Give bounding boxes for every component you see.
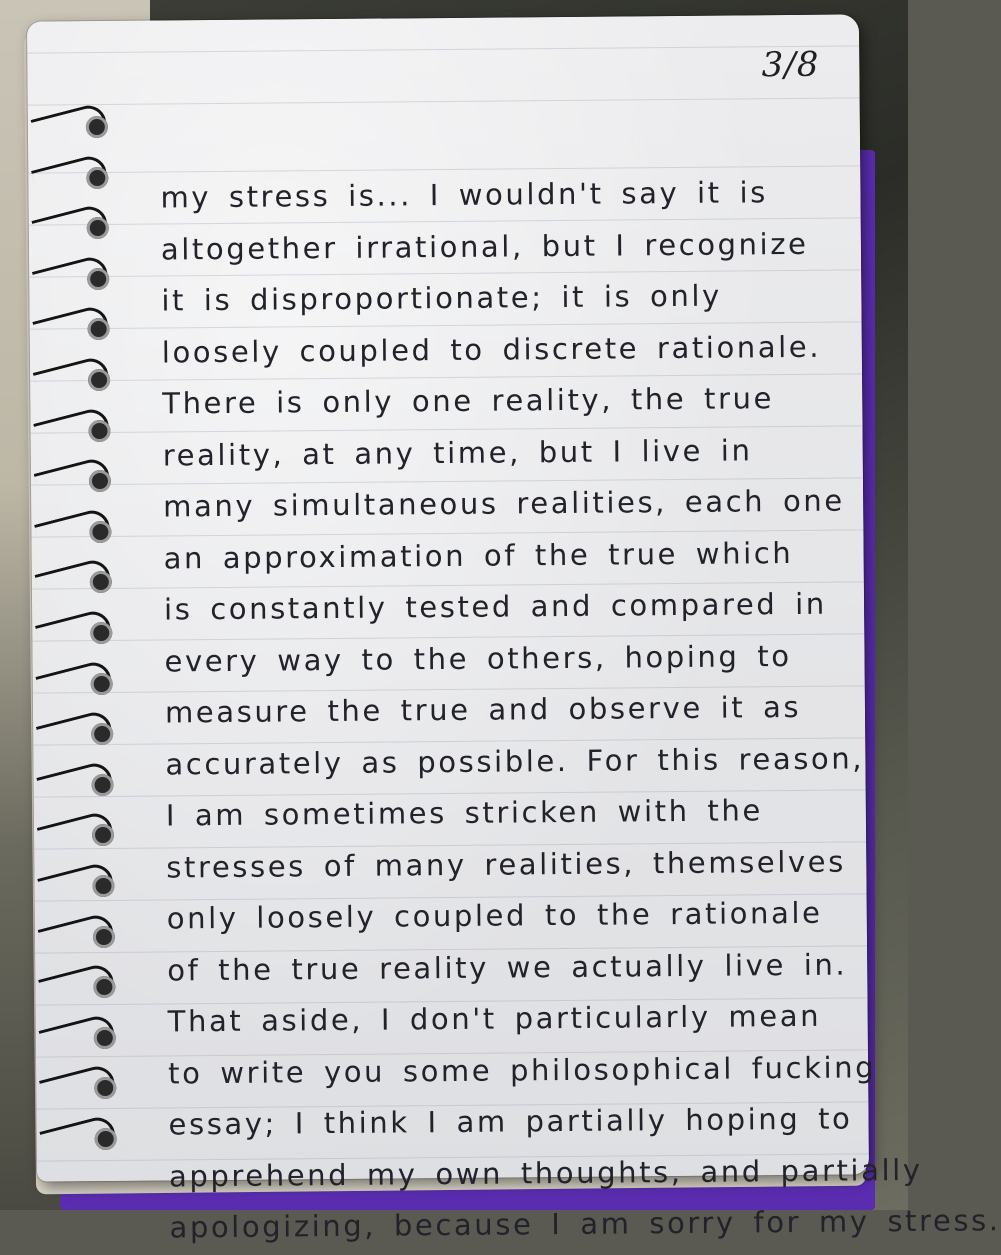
note-line: measure the true and observe it as	[164, 689, 802, 730]
note-line: many simultaneous realities, each one	[163, 483, 845, 524]
binding-hole	[86, 167, 108, 189]
binding-hole	[90, 571, 112, 593]
binding-hole	[87, 268, 109, 290]
note-line: stresses of many realities, themselves	[166, 844, 847, 884]
note-line: of the true reality we actually live in.	[167, 947, 848, 987]
binding-hole	[91, 673, 113, 695]
note-line: altogether irrational, but I recognize	[160, 226, 809, 266]
note-line: loosely coupled to discrete rationale.	[161, 329, 822, 369]
note-line: my stress is... I wouldn't say it is	[160, 175, 769, 215]
note-line: only loosely coupled to the rationale	[166, 895, 823, 936]
note-line: reality, at any time, but I live in	[162, 432, 753, 472]
note-line: it is disproportionate; it is only	[161, 278, 722, 318]
binding-hole	[89, 470, 111, 492]
binding-hole	[86, 116, 108, 138]
handwritten-note	[160, 166, 1001, 1254]
page-number: 3/8	[761, 44, 820, 86]
binding-hole	[92, 824, 114, 846]
binding-hole	[95, 1128, 117, 1150]
binding-hole	[91, 723, 113, 745]
note-line: I am sometimes stricken with the	[165, 793, 763, 833]
note-line: There is only one reality, the true	[162, 381, 775, 421]
binding-hole	[88, 318, 110, 340]
binding-hole	[90, 622, 112, 644]
spiral-binding	[28, 116, 132, 1187]
binding-hole	[88, 369, 110, 391]
binding-hole	[94, 1027, 116, 1049]
note-line: accurately as possible. For this reason,	[165, 740, 865, 781]
binding-hole	[87, 217, 109, 239]
note-line: That aside, I don't particularly mean	[167, 998, 822, 1039]
note-line: every way to the others, hoping to	[164, 638, 792, 678]
binding-hole	[93, 976, 115, 998]
binding-hole	[89, 521, 111, 543]
binding-hole	[88, 420, 110, 442]
note-line: an approximation of the true which	[163, 535, 794, 575]
note-line: apologizing, because I am sorry for my stress.	[169, 1203, 1001, 1245]
note-line: essay; I think I am partially hoping to	[168, 1101, 853, 1142]
binding-hole	[94, 1077, 116, 1099]
binding-hole	[92, 774, 114, 796]
note-line: is constantly tested and compared in	[163, 586, 827, 627]
note-line: apprehend my own thoughts, and partially	[168, 1152, 923, 1193]
notebook-page	[27, 14, 1001, 1245]
note-line: to write you some philosophical fucking	[167, 1049, 877, 1090]
binding-hole	[92, 875, 114, 897]
binding-hole	[93, 926, 115, 948]
